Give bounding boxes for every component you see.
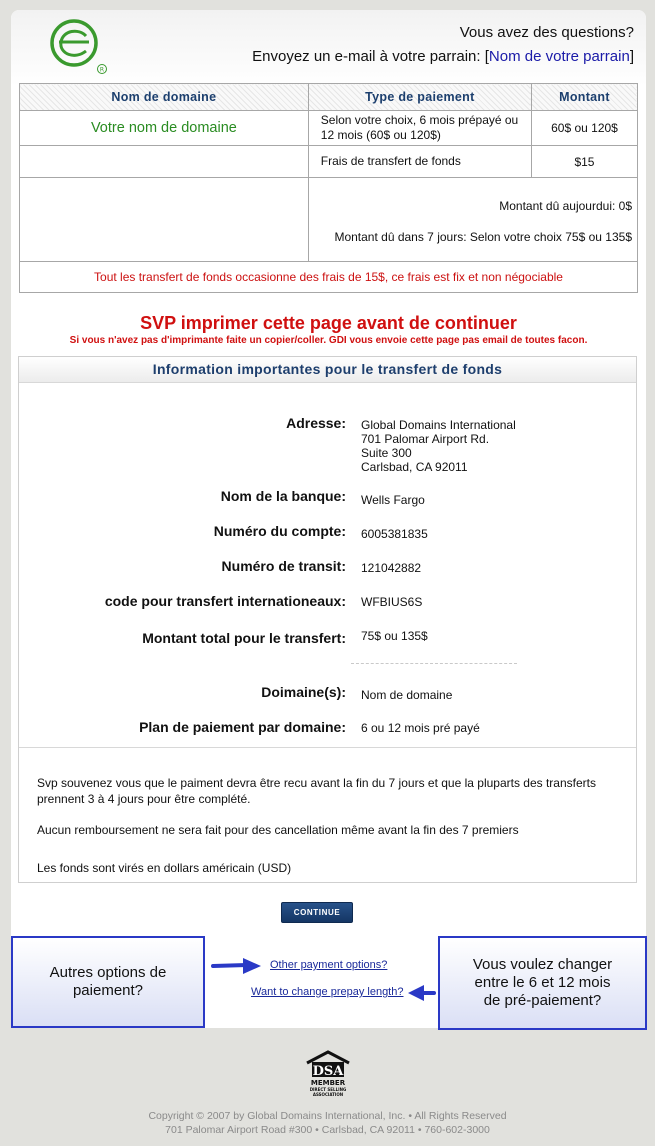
page-container (11, 10, 646, 1028)
transfer-info-panel (18, 356, 637, 883)
address-line: Global Domains International (361, 418, 516, 432)
bracket-open: [ (484, 48, 489, 65)
payment-deadline-note: Svp souvenez vous que le paiment devra être recu avant la fin du 7 jours et que la pluparts des transferts prennent 3 à 4 jours pour être complété. (37, 776, 596, 806)
empty-cell (20, 178, 309, 262)
column-header-amount: Montant (531, 84, 637, 111)
dsa-letters: DSA (312, 1064, 344, 1078)
transfer-info-title: Information importantes pour le transfert de fonds (19, 357, 636, 383)
table-row (20, 178, 638, 262)
fee-note: Tout les transfert de fonds occasionne des frais de 15$, ce frais est fix et non négociable (20, 262, 638, 293)
bracket-close: ] (629, 48, 634, 65)
copyright-text: Copyright © 2007 by Global Domains International, Inc. • All Rights Reserved (148, 1110, 507, 1122)
dashed-divider (351, 663, 517, 664)
total-transfer-value: 75$ ou 135$ (361, 629, 428, 643)
gdi-logo-icon (49, 18, 111, 78)
table-row (20, 262, 638, 293)
total-transfer-label: Montant total pour le transfert: (142, 630, 346, 646)
address-line: Suite 300 (361, 446, 412, 460)
callout-change-prepay-text: Vous voulez changer entre le 6 et 12 mois de pré-paiement? (472, 956, 613, 1009)
questions-text: Vous avez des questions? (459, 24, 634, 41)
print-notice-subtitle: Si vous n'avez pas d'imprimante faite un copier/coller. GDI vous envoie cette page pas email de toutes facon. (69, 335, 588, 346)
international-code-value: WFBIUS6S (361, 595, 423, 609)
due-7-days: Montant dû dans 7 jours: Selon votre choix 75$ ou 135$ (334, 230, 632, 244)
account-label: Numéro du compte: (213, 523, 346, 539)
bank-value: Wells Fargo (361, 493, 425, 507)
svg-text:R: R (99, 66, 105, 74)
address-value (361, 418, 516, 474)
amount-due-cell (308, 178, 637, 262)
address-line: Carlsbad, CA 92011 (361, 460, 468, 474)
table-row (20, 146, 638, 178)
arrow-left-icon (406, 983, 436, 1003)
transit-value: 121042882 (361, 561, 422, 575)
domain-name-cell: Votre nom de domaine (20, 111, 309, 146)
transit-label: Numéro de transit: (221, 558, 346, 574)
dsa-member-text: MEMBER (310, 1079, 346, 1087)
summary-table (19, 83, 638, 293)
due-today: Montant dû aujourdui: 0$ (499, 199, 632, 213)
summary-header-row (20, 84, 638, 111)
amount-cell: 60$ ou 120$ (531, 111, 637, 146)
payment-type-cell: Selon votre choix, 6 mois prépayé ou 12 mois (60$ ou 120$) (308, 111, 531, 146)
sponsor-email-link[interactable]: Nom de votre parrain (488, 48, 630, 65)
change-prepay-length-link[interactable]: Want to change prepay length? (251, 986, 404, 998)
dsa-association-text: DIRECT SELLING ASSOCIATION (309, 1087, 347, 1097)
dsa-member-badge (304, 1050, 352, 1102)
column-header-payment-type: Type de paiement (308, 84, 531, 111)
payment-plan-value: 6 ou 12 mois pré payé (361, 721, 480, 735)
dsa-house-icon (304, 1050, 352, 1078)
currency-note: Les fonds sont virés en dollars américain (USD) (37, 861, 292, 875)
international-code-label: code pour transfert internationeaux: (104, 593, 346, 609)
address-line: 701 Palomar Airport Rd. (361, 432, 490, 446)
arrow-right-icon (211, 956, 263, 976)
callout-change-prepay (438, 936, 647, 1030)
table-row (20, 111, 638, 146)
continue-button[interactable]: CONTINUE (281, 902, 353, 923)
print-notice-title: SVP imprimer cette page avant de continuer (140, 313, 517, 333)
empty-cell (20, 146, 309, 178)
column-header-domain: Nom de domaine (20, 84, 309, 111)
refund-note: Aucun remboursement ne sera fait pour des cancellation même avant la fin des 7 premiers (37, 823, 519, 837)
fee-amount-cell: $15 (531, 146, 637, 178)
domains-value: Nom de domaine (361, 688, 453, 702)
fee-label-cell: Frais de transfert de fonds (308, 146, 531, 178)
sponsor-line (252, 48, 634, 65)
section-divider (19, 747, 636, 748)
bank-label: Nom de la banque: (220, 488, 346, 504)
callout-other-options-text: Autres options de paiement? (49, 964, 167, 999)
payment-plan-label: Plan de paiement par domaine: (139, 719, 346, 735)
domains-label: Doimaine(s): (261, 684, 346, 700)
other-payment-options-link[interactable]: Other payment options? (270, 959, 388, 971)
callout-other-options (11, 936, 205, 1028)
address-label: Adresse: (286, 415, 346, 431)
company-address-text: 701 Palomar Airport Road #300 • Carlsbad, CA 92011 • 760-602-3000 (165, 1124, 490, 1136)
sponsor-prefix: Envoyez un e-mail à votre parrain: (252, 48, 481, 65)
account-value: 6005381835 (361, 527, 428, 541)
